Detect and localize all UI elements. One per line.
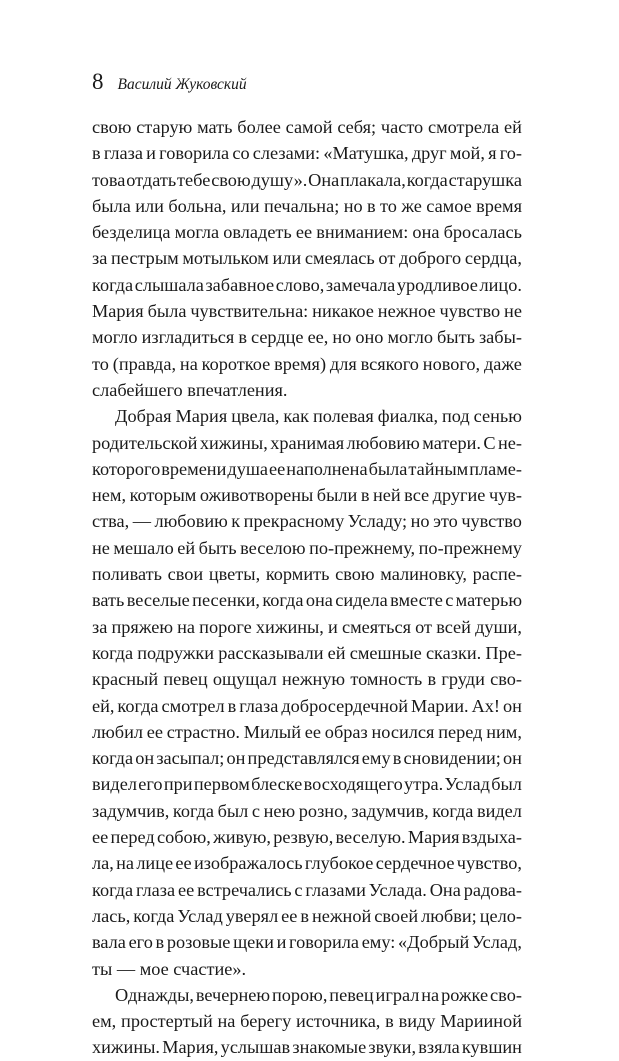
page-number: 8 bbox=[92, 69, 104, 94]
text-line: вать веселые песенки, когда она сидела вместе с матерью bbox=[92, 590, 522, 611]
text-line: ства, — любовию к прекрасному Усладу; но это чувство bbox=[92, 511, 522, 532]
text-line: Однажды, вечернею порою, певец играл на рожке свo- bbox=[115, 984, 522, 1005]
text-line: нем, которым оживотворены были в ней все другие чув- bbox=[92, 485, 522, 506]
text-line: красный певец ощущал нежную томность в груди сво- bbox=[92, 669, 522, 690]
text-line: поливать свои цветы, кормить свою малиновку, распе- bbox=[92, 564, 522, 585]
text-line: за пряжею на пороге хижины, и смеяться от всей души, bbox=[92, 616, 522, 637]
text-line: вала его в розовые щеки и говорила ему: «Добрый Услад, bbox=[92, 932, 522, 953]
text-line: ее перед собою, живую, резвую, веселую. Мария вздыха- bbox=[92, 827, 522, 848]
text-line: родительской хижины, хранимая любовию матери. С не- bbox=[92, 432, 522, 453]
running-head bbox=[92, 68, 247, 96]
text-line: могло изгладиться в сердце ее, но оно могло быть забы- bbox=[92, 327, 522, 348]
text-line: слабейшего впечатления. bbox=[92, 379, 288, 400]
text-line: безделица могла овладеть ее вниманием: она бросалась bbox=[92, 222, 522, 243]
text-line: ла, на лице ее изображалось глубокое сердечное чувство, bbox=[92, 853, 522, 874]
text-line: которого времени душа ее наполнена была тайным пламе- bbox=[92, 458, 522, 479]
text-line: лась, когда Услад уверял ее в нежной своей любви; цело- bbox=[92, 905, 522, 926]
text-line: задумчив, когда был с нею розно, задумчив, когда видел bbox=[92, 800, 522, 821]
text-line: ем, простертый на берегу источника, в виду Марииной bbox=[92, 1011, 522, 1032]
text-line: когда глаза ее встречались с глазами Услада. Она радова- bbox=[92, 879, 522, 900]
text-line: ей, когда смотрел в глаза добросердечной Марии. Ах! он bbox=[92, 695, 522, 716]
text-line: ты — мое счастие». bbox=[92, 958, 247, 979]
text-line: когда он засыпал; он представлялся ему в сновидении; он bbox=[92, 748, 522, 769]
text-line: хижины. Мария, услышав знакомые звуки, взяла кувшин bbox=[92, 1037, 522, 1058]
text-line: Добрая Мария цвела, как полевая фиалка, под сенью bbox=[115, 406, 522, 427]
text-line: свою старую мать более самой себя; часто смотрела ей bbox=[92, 117, 522, 137]
text-line: в глаза и говорила со слезами: «Матушка, друг мой, я го- bbox=[92, 143, 522, 164]
text-line: Мария была чувствительна: никакое нежное чувство не bbox=[92, 301, 522, 322]
body-text bbox=[92, 114, 522, 1061]
text-line: за пестрым мотыльком или смеялась от доброго сердца, bbox=[92, 248, 522, 269]
text-line: была или больна, или печальна; но в то же самое время bbox=[92, 195, 522, 216]
text-line: това отдать тебе свою душу». Она плакала, когда старушка bbox=[92, 169, 522, 190]
text-line: не мешало ей быть веселою по-прежнему, по-прежнему bbox=[92, 537, 522, 558]
text-line: то (правда, на короткое время) для всякого нового, даже bbox=[92, 353, 522, 374]
running-title-author: Василий Жуковский bbox=[117, 76, 247, 93]
text-line: когда подружки рассказывали ей смешные сказки. Пре- bbox=[92, 642, 522, 663]
text-line: когда слышала забавное слово, замечала уродливое лицо. bbox=[92, 274, 522, 295]
text-line: любил ее страстно. Милый ее образ носился перед ним, bbox=[92, 721, 522, 742]
text-line: видел его при первом блеске восходящего утра. Услад был bbox=[92, 774, 522, 795]
